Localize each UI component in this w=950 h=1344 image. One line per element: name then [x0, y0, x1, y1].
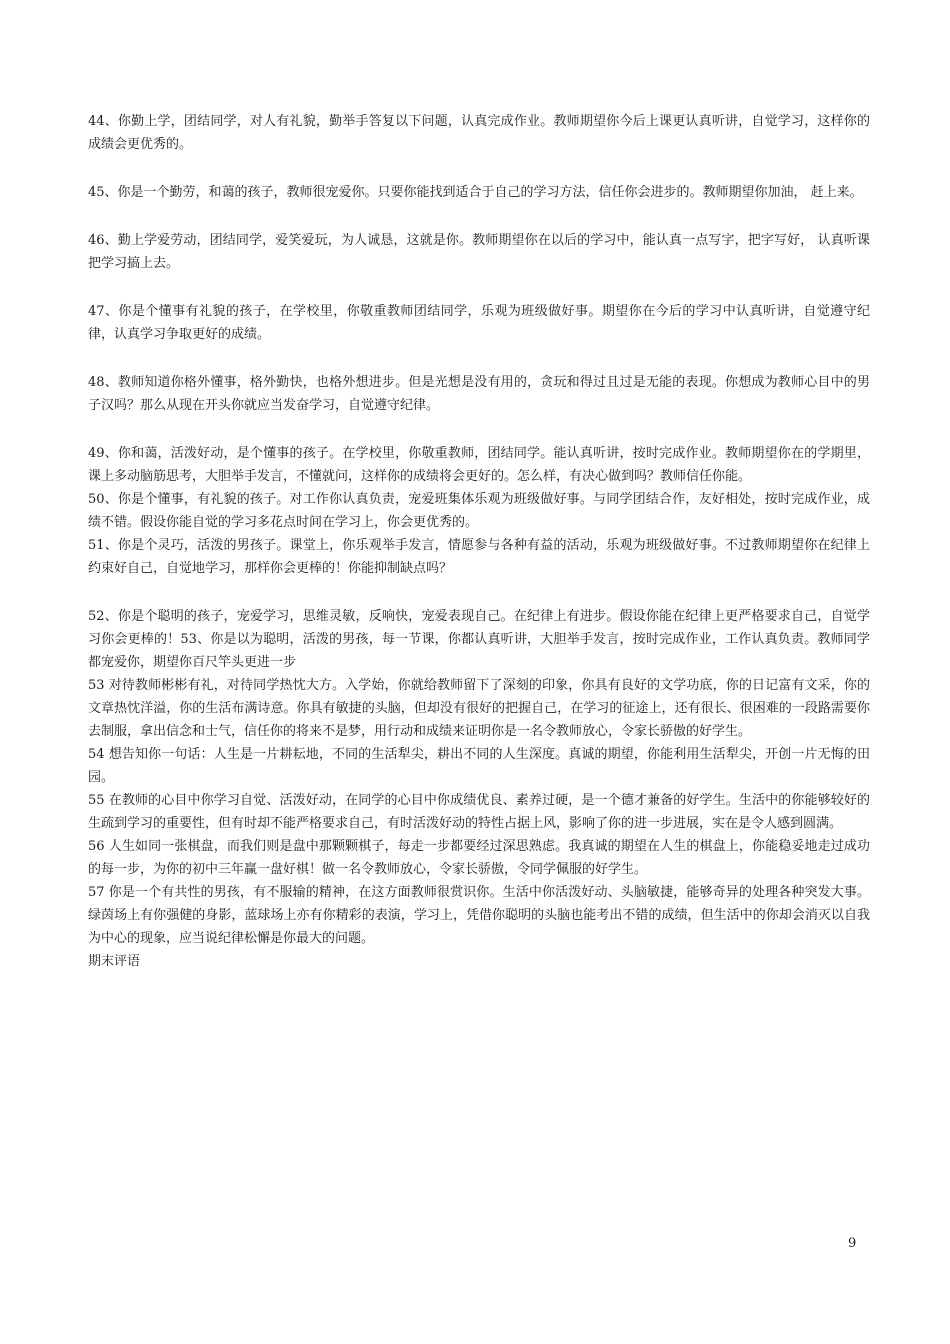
comment-paragraph-57: 57 你是一个有共性的男孩，有不服输的精神，在这方面教师很赏识你。生活中你活泼好动、头脑敏捷，能够奇异的处理各种突发大事。绿茵场上有你强健的身影，蓝球场上亦有你精彩的表演，学习上，凭借你聪明的头脑也能考出不错的成绩，但生活中的你却会消灭以自我为中心的现象，应当说纪律松懈是你最大的问题。 [88, 885, 870, 946]
comment-paragraph-49: 49、你和蔼，活泼好动，是个懂事的孩子。在学校里，你敬重教师，团结同学。能认真听讲，按时完成作业。教师期望你在的学期里，课上多动脑筋思考，大胆举手发言，不懂就问，这样你的成绩将会更好的。怎么样，有决心做到吗？教师信任你能。 [88, 446, 870, 484]
comment-paragraph-51: 51、你是个灵巧，活泼的男孩子。课堂上，你乐观举手发言，情愿参与各种有益的活动，乐观为班级做好事。不过教师期望你在纪律上约束好自己，自觉地学习，那样你会更棒的！你能抑制缺点吗？ [88, 538, 870, 576]
comment-paragraph-56: 56 人生如同一张棋盘，而我们则是盘中那颗颗棋子，每走一步都要经过深思熟虑。我真诚的期望在人生的棋盘上，你能稳妥地走过成功的每一步，为你的初中三年赢一盘好棋！做一名令教师放心，令家长骄傲，令同学佩服的好学生。 [88, 839, 870, 877]
comment-paragraph-55: 55 在教师的心目中你学习自觉、活泼好动，在同学的心目中你成绩优良、素养过硬，是一个德才兼备的好学生。生活中的你能够较好的生疏到学习的重要性，但有时却不能严格要求自己，有时活泼好动的特性占据上风，影响了你的进一步进展，实在是令人感到圆满。 [88, 793, 870, 831]
document-body [88, 110, 870, 973]
section-heading-final-comments: 期末评语 [88, 954, 141, 969]
comment-paragraph-48: 48、教师知道你格外懂事，格外勤快，也格外想进步。但是光想是没有用的，贪玩和得过且过是无能的表现。你想成为教师心目中的男子汉吗？那么从现在开头你就应当发奋学习，自觉遵守纪律。 [88, 375, 870, 413]
page-number: 9 [848, 1236, 857, 1251]
comment-paragraph-50: 50、你是个懂事，有礼貌的孩子。对工作你认真负责，宠爱班集体乐观为班级做好事。与同学团结合作，友好相处，按时完成作业，成绩不错。假设你能自觉的学习多花点时间在学习上，你会更优秀的。 [88, 492, 870, 530]
comment-paragraph-47: 47、你是个懂事有礼貌的孩子，在学校里，你敬重教师团结同学，乐观为班级做好事。期望你在今后的学习中认真听讲，自觉遵守纪律，认真学习争取更好的成绩。 [88, 304, 870, 342]
comment-paragraph-54: 54 想告知你一句话：人生是一片耕耘地，不同的生活犁尖，耕出不同的人生深度。真诚的期望，你能利用生活犁尖，开创一片无悔的田园。 [88, 747, 870, 785]
comment-paragraph-45: 45、你是一个勤劳，和蔼的孩子，教师很宠爱你。只要你能找到适合于自己的学习方法，信任你会进步的。教师期望你加油， 赶上来。 [88, 185, 863, 200]
paragraph-spacer [88, 580, 870, 605]
comment-paragraph-52: 52、你是个聪明的孩子，宠爱学习，思维灵敏，反响快，宠爱表现自己。在纪律上有进步。假设你能在纪律上更严格要求自己，自觉学习你会更棒的！53、你是以为聪明，活泼的男孩，每一节课，你都认真听讲，大胆举手发言，按时完成作业，工作认真负责。教师同学都宠爱你，期望你百尺竿头更进一步 [88, 609, 870, 670]
comment-paragraph-44: 44、你勤上学，团结同学，对人有礼貌，勤举手答复以下问题，认真完成作业。教师期望你今后上课更认真听讲，自觉学习，这样你的成绩会更优秀的。 [88, 114, 870, 152]
comment-paragraph-46: 46、勤上学爱劳动，团结同学，爱笑爱玩，为人诚恳，这就是你。教师期望你在以后的学习中，能认真一点写字，把字写好， 认真听课把学习搞上去。 [88, 233, 870, 271]
comment-paragraph-53: 53 对待教师彬彬有礼，对待同学热忱大方。入学始，你就给教师留下了深刻的印象，你具有良好的文学功底，你的日记富有文采，你的文章热忱洋溢，你的生活布满诗意。你具有敏捷的头脑，但却没有很好的把握自己，在学习的征途上，还有很长、很困难的一段路需要你去制服，拿出信念和士气，信任你的将来不是梦，用行动和成绩来证明你是一名令教师放心，令家长骄傲的好学生。 [88, 678, 870, 739]
